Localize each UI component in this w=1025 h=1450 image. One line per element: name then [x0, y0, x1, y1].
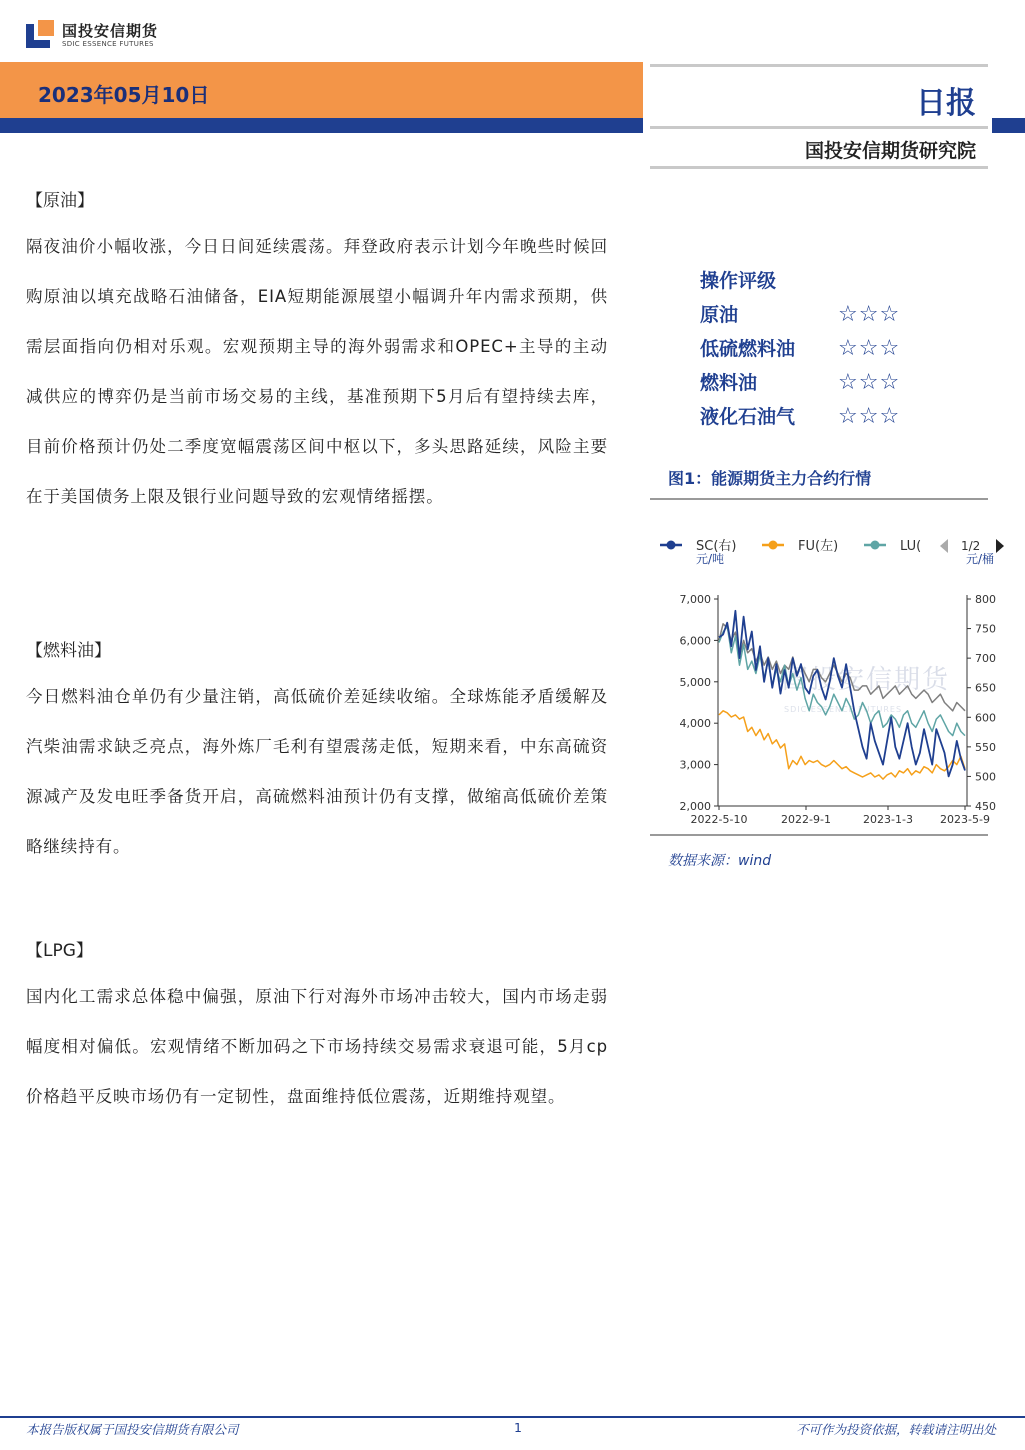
left-axis-tick-label: 2,000: [679, 800, 711, 813]
rating-stars: ☆☆☆: [838, 404, 901, 429]
section-text-crude-oil: 隔夜油价小幅收涨，今日日间延续震荡。拜登政府表示计划今年晚些时候回购原油以填充战略石油储备，EIA短期能源展望小幅调升年内需求预期，供需层面指向仍相对乐观。宏观预期主导的海外弱需求和OPEC+主导的主动减供应的博弈仍是当前市场交易的主线，基准预期下5月后有望持续去库，目前价格预计仍处二季度宽幅震荡区间中枢以下，多头思路延续，风险主要在于美国债务上限及银行业问题导致的宏观情绪摇摆。: [26, 237, 608, 506]
legend-marker-lu: [871, 541, 880, 550]
left-axis-tick-label: 6,000: [679, 634, 711, 648]
left-axis-unit: 元/吨: [696, 552, 725, 566]
data-source: 数据来源：wind: [668, 853, 772, 869]
chart-watermark-en: SDIC ESSENCE FUTURES: [784, 705, 903, 714]
rating-name: 燃料油: [700, 372, 758, 394]
x-axis-tick-label: 2022-5-10: [690, 813, 748, 826]
right-axis-tick-label: 650: [975, 681, 996, 695]
right-axis-tick-label: 700: [975, 652, 996, 666]
rating-stars: ☆☆☆: [838, 336, 901, 361]
rating-name: 原油: [700, 304, 739, 326]
right-axis-tick-label: 800: [975, 593, 996, 606]
right-axis-tick-label: 500: [975, 770, 996, 784]
report-date: 2023年05月10日: [38, 83, 210, 107]
rating-row: [700, 332, 940, 366]
logo-chinese-name: 国投安信期货: [62, 22, 159, 40]
right-axis-tick-label: 750: [975, 622, 996, 636]
legend-prev-icon[interactable]: [940, 539, 948, 553]
section-title-fuel-oil: 【燃料油】: [26, 641, 111, 661]
chart-plot-area: [680, 593, 997, 826]
divider-top: [650, 64, 988, 67]
logo-mark-icon: [24, 18, 56, 50]
legend-page-indicator: 1/2: [961, 539, 981, 553]
divider-mid: [650, 126, 988, 129]
page-number: 1: [514, 1420, 522, 1435]
divider-bottom: [650, 166, 988, 169]
section-title-crude-oil: 【原油】: [26, 191, 94, 211]
section-title-lpg: 【LPG】: [26, 941, 93, 961]
x-axis-tick-label: 2023-5-9: [940, 813, 990, 826]
rating-title: 操作评级: [700, 270, 777, 292]
left-axis-tick-label: 5,000: [679, 675, 711, 689]
logo-english-name: SDIC ESSENCE FUTURES: [62, 40, 154, 48]
x-axis-tick-label: 2022-9-1: [781, 813, 831, 826]
rating-stars: ☆☆☆: [838, 302, 901, 327]
energy-futures-chart: [652, 530, 996, 835]
legend-marker-sc: [667, 541, 676, 550]
rating-row: [700, 298, 940, 332]
figure-bottom-rule: [650, 834, 988, 836]
figure-title: 图1：能源期货主力合约行情: [668, 469, 872, 488]
footer-disclaimer: 不可作为投资依据，转载请注明出处: [795, 1422, 996, 1437]
institute-name: 国投安信期货研究院: [804, 140, 976, 162]
right-axis-tick-label: 450: [975, 800, 996, 813]
chart-watermark: 国投安信期货: [782, 665, 951, 695]
rating-stars: ☆☆☆: [838, 370, 901, 395]
legend-label-sc: SC(右): [696, 539, 737, 554]
right-axis-tick-label: 600: [975, 711, 996, 725]
rating-name: 低硫燃料油: [700, 338, 796, 360]
section-text-fuel-oil: 今日燃料油仓单仍有少量注销，高低硫价差延续收缩。全球炼能矛盾缓解及汽柴油需求缺乏亮点，海外炼厂毛利有望震荡走低，短期来看，中东高硫资源减产及发电旺季备货开启，高硫燃料油预计仍有支撑，做缩高低硫价差策略继续持有。: [26, 687, 608, 856]
operation-rating: [700, 264, 940, 434]
left-axis-tick-label: 7,000: [679, 593, 711, 606]
footer-rule: [0, 1416, 1025, 1418]
legend-label-fu: FU(左): [798, 539, 839, 554]
legend-next-icon[interactable]: [996, 539, 1004, 553]
header-blue-band-right: [992, 118, 1025, 133]
legend-label-lu: LU(: [900, 539, 922, 554]
section-text-lpg: 国内化工需求总体稳中偏强，原油下行对海外市场冲击较大，国内市场走弱幅度相对偏低。宏观情绪不断加码之下市场持续交易需求衰退可能，5月cp价格趋平反映市场仍有一定韧性，盘面维持低位震荡，近期维持观望。: [26, 987, 608, 1106]
right-axis-unit: 元/桶: [966, 552, 995, 566]
x-axis-tick-label: 2023-1-3: [863, 813, 913, 826]
rating-row: [700, 400, 940, 434]
company-logo: [24, 16, 194, 56]
right-axis-tick-label: 550: [975, 740, 996, 754]
footer-copyright: 本报告版权属于国投安信期货有限公司: [26, 1422, 239, 1437]
left-axis-tick-label: 3,000: [679, 758, 711, 772]
report-type: 日报: [916, 86, 976, 121]
header-blue-band: [0, 118, 643, 133]
legend-marker-fu: [769, 541, 778, 550]
figure-top-rule: [650, 498, 988, 500]
rating-row: [700, 366, 940, 400]
rating-name: 液化石油气: [700, 406, 796, 428]
left-axis-tick-label: 4,000: [679, 717, 711, 731]
